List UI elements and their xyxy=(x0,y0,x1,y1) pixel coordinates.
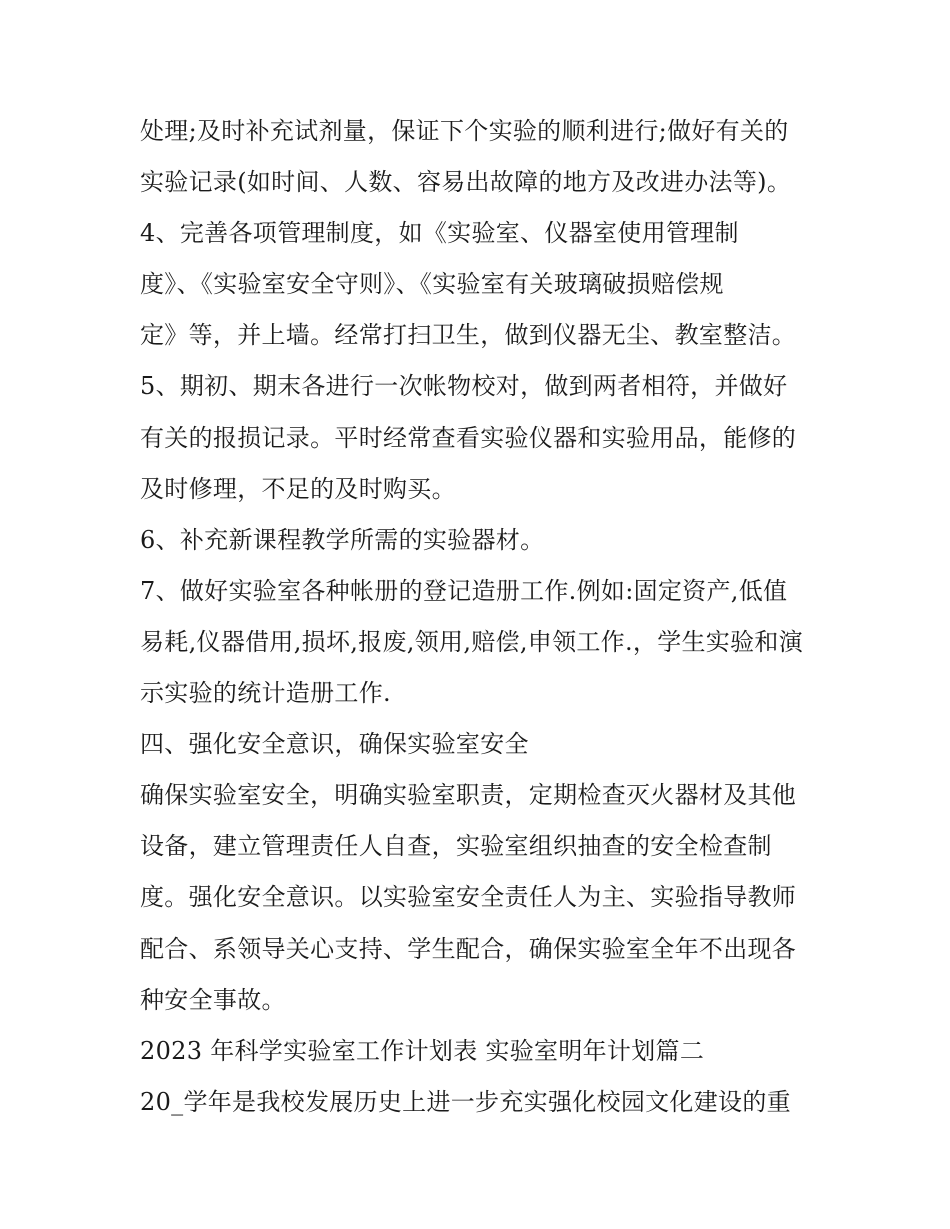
paragraph-line: 及时修理，不足的及时购买。 xyxy=(140,474,456,503)
paragraph-line: 定》等，并上墙。经常打扫卫生，做到仪器无尘、教室整洁。 xyxy=(140,321,797,350)
list-item-5: 5、期初、期末各进行一次帐物校对，做到两者相符，并做好 xyxy=(140,372,788,401)
list-item-4: 4、完善各项管理制度，如《实验室、仪器室使用管理制 xyxy=(140,219,739,248)
list-item-7: 7、做好实验室各种帐册的登记造册工作.例如:固定资产,低值 xyxy=(140,576,788,605)
document-body xyxy=(140,106,830,1128)
list-item-6: 6、补充新课程教学所需的实验器材。 xyxy=(140,525,545,554)
paragraph-line: 20_学年是我校发展历史上进一步充实强化校园文化建设的重 xyxy=(140,1087,791,1116)
paragraph-line: 实验记录(如时间、人数、容易出故障的地方及改进办法等)。 xyxy=(140,168,792,197)
paragraph-line: 处理;及时补充试剂量，保证下个实验的顺利进行;做好有关的 xyxy=(140,117,789,145)
paragraph-line: 度》、《实验室安全守则》、《实验室有关玻璃破损赔偿规 xyxy=(140,270,724,299)
paragraph-line: 示实验的统计造册工作. xyxy=(140,679,391,708)
section-heading: 四、强化安全意识，确保实验室安全 xyxy=(140,730,529,759)
paragraph-line: 配合、系领导关心支持、学生配合，确保实验室全年不出现各 xyxy=(140,934,797,963)
paragraph-line: 易耗,仪器借用,损坏,报废,领用,赔偿,申领工作.，学生实验和演 xyxy=(140,627,804,656)
paragraph-line: 种安全事故。 xyxy=(140,985,286,1014)
paragraph-line: 度。强化安全意识。以实验室安全责任人为主、实验指导教师 xyxy=(140,883,797,912)
paragraph-line: 设备，建立管理责任人自查，实验室组织抽查的安全检查制 xyxy=(140,832,772,861)
paragraph-line: 有关的报损记录。平时经常查看实验仪器和实验用品，能修的 xyxy=(140,423,797,452)
article-title: 2023 年科学实验室工作计划表 实验室明年计划篇二 xyxy=(140,1036,705,1065)
paragraph-line: 确保实验室安全，明确实验室职责，定期检查灭火器材及其他 xyxy=(140,781,797,810)
